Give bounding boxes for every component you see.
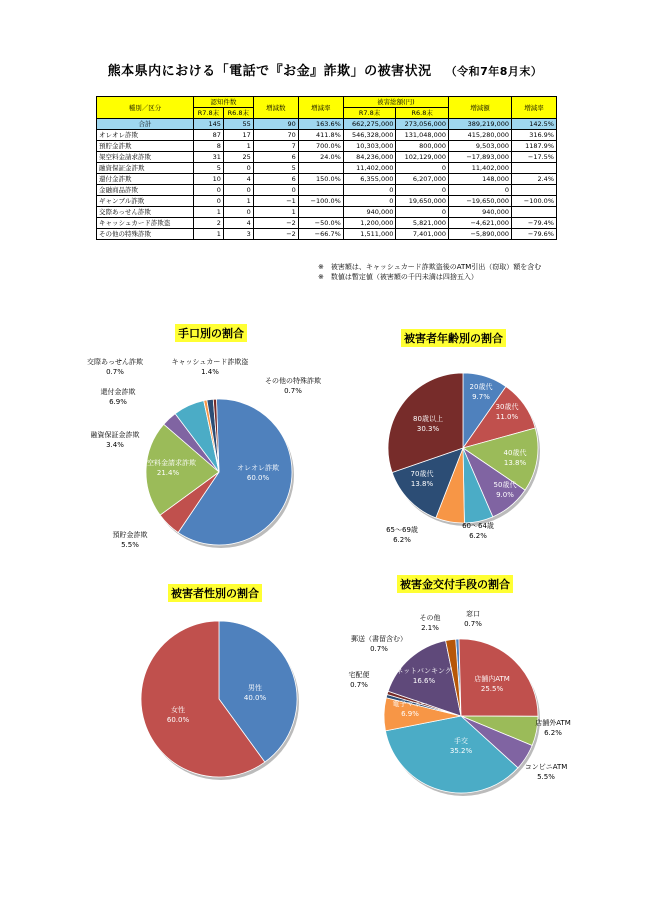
cell-ddiff: −5,890,000 xyxy=(449,229,512,240)
slice-label-name: 40歳代 xyxy=(503,449,527,457)
cell-name: オレオレ詐欺 xyxy=(97,130,194,141)
cell-c7: 145 xyxy=(194,119,224,130)
cell-c6: 17 xyxy=(223,130,253,141)
cell-ddiff: 0 xyxy=(449,185,512,196)
cell-drate: 1187.9% xyxy=(512,141,557,152)
slice-label-pct: 6.9% xyxy=(109,398,127,406)
cell-diff: 6 xyxy=(253,174,298,185)
slice-label xyxy=(101,387,136,406)
slice-label-pct: 5.5% xyxy=(537,773,555,781)
slice-label-name: オレオレ詐欺 xyxy=(237,464,279,472)
cell-d6: 273,056,000 xyxy=(396,119,449,130)
header-damage: 被害総額(円) xyxy=(343,97,448,108)
header-cases: 認知件数 xyxy=(194,97,254,108)
cell-c7: 0 xyxy=(194,196,224,207)
cell-rate: 24.0% xyxy=(298,152,343,163)
slice-label-pct: 60.0% xyxy=(166,716,190,724)
slice-label-pct: 30.3% xyxy=(416,425,440,433)
slice-label-pct: 5.5% xyxy=(121,541,139,549)
slice-label-name: 20歳代 xyxy=(469,383,493,391)
cell-d7: 84,236,000 xyxy=(343,152,396,163)
cell-c6: 1 xyxy=(223,196,253,207)
cell-drate: −79.4% xyxy=(512,218,557,229)
slice-label-name: 店舗外ATM xyxy=(535,719,571,727)
cell-d7: 1,511,000 xyxy=(343,229,396,240)
slice-label-name: 店舗内ATM xyxy=(474,675,510,683)
cell-d6: 6,207,000 xyxy=(396,174,449,185)
slice-label xyxy=(87,357,143,376)
cell-diff: 70 xyxy=(253,130,298,141)
cell-diff: 1 xyxy=(253,207,298,218)
slice-label-name: 30歳代 xyxy=(495,403,519,411)
note-1: ※ 被害額は、キャッシュカード詐欺盗後のATM引出（窃取）額を含む xyxy=(318,263,542,271)
cell-ddiff: 9,503,000 xyxy=(449,141,512,152)
cell-diff: 0 xyxy=(253,185,298,196)
note-2: ※ 数値は暫定値（被害額の千円未満は四捨五入） xyxy=(318,273,478,281)
cell-d6: 7,401,000 xyxy=(396,229,449,240)
cell-rate: 150.0% xyxy=(298,174,343,185)
cell-drate: 142.5% xyxy=(512,119,557,130)
cell-c6: 4 xyxy=(223,174,253,185)
slice-label xyxy=(420,613,441,632)
cell-rate: −100.0% xyxy=(298,196,343,207)
cell-c6: 25 xyxy=(223,152,253,163)
pie-gender xyxy=(141,621,299,780)
slice-label xyxy=(172,357,249,376)
chart-1-title: 手口別の割合 xyxy=(175,324,247,342)
cell-rate: 411.8% xyxy=(298,130,343,141)
cell-name: 還付金詐欺 xyxy=(97,174,194,185)
slice-label xyxy=(525,763,568,781)
cell-rate: 163.6% xyxy=(298,119,343,130)
slice-label-pct: 6.2% xyxy=(469,532,487,540)
cell-c7: 8 xyxy=(194,141,224,152)
pie-method xyxy=(87,357,321,549)
cell-diff: 90 xyxy=(253,119,298,130)
header-dr6: R6.8末 xyxy=(396,108,449,119)
cell-name: その他の特殊詐欺 xyxy=(97,229,194,240)
cell-d7: 10,303,000 xyxy=(343,141,396,152)
cell-d7: 940,000 xyxy=(343,207,396,218)
header-r6: R6.8末 xyxy=(223,108,253,119)
slice-label-pct: 21.4% xyxy=(156,469,180,477)
header-change-amount: 増減額 xyxy=(449,97,512,119)
cell-drate: −79.6% xyxy=(512,229,557,240)
cell-d6: 0 xyxy=(396,185,449,196)
slice-label-pct: 9.0% xyxy=(496,491,514,499)
cell-c6: 1 xyxy=(223,141,253,152)
cell-d7: 0 xyxy=(343,185,396,196)
cell-drate: −100.0% xyxy=(512,196,557,207)
header-change-amount-rate: 増減率 xyxy=(512,97,557,119)
slice-label-pct: 1.4% xyxy=(201,368,219,376)
slice-label-name: 80歳以上 xyxy=(413,415,443,423)
cell-c6: 0 xyxy=(223,207,253,218)
cell-name: 融資保証金詐欺 xyxy=(97,163,194,174)
slice-label-pct: 9.7% xyxy=(472,393,490,401)
slice-label xyxy=(351,634,407,653)
slice-label-name: その他 xyxy=(419,614,441,622)
slice-label-name: 女性 xyxy=(171,706,185,714)
cell-d7: 662,275,000 xyxy=(343,119,396,130)
cell-d7: 6,355,000 xyxy=(343,174,396,185)
slice-label xyxy=(464,609,482,628)
slice-label-name: 窓口 xyxy=(466,610,480,618)
slice-label-name: ネットバンキング xyxy=(396,667,452,675)
cell-ddiff: −17,893,000 xyxy=(449,152,512,163)
slice-label-pct: 6.2% xyxy=(544,729,562,737)
cell-ddiff: 389,219,000 xyxy=(449,119,512,130)
slice-label-name: 手交 xyxy=(454,737,468,745)
cell-c7: 31 xyxy=(194,152,224,163)
cell-diff: −1 xyxy=(253,196,298,207)
cell-d7: 546,328,000 xyxy=(343,130,396,141)
slice-label-pct: 0.7% xyxy=(464,620,482,628)
chart-4-title: 被害金交付手段の割合 xyxy=(397,575,513,593)
header-dr7: R7.8末 xyxy=(343,108,396,119)
page-subtitle: （令和7年8月末） xyxy=(445,65,543,78)
slice-label-name: 65～69歳 xyxy=(386,526,418,534)
cell-name: キャッシュカード詐欺盗 xyxy=(97,218,194,229)
slice-label-name: キャッシュカード詐欺盗 xyxy=(171,358,249,366)
cell-name: 架空料金請求詐欺 xyxy=(97,152,194,163)
cell-c6: 55 xyxy=(223,119,253,130)
cell-diff: 5 xyxy=(253,163,298,174)
slice-label-name: 預貯金詐欺 xyxy=(112,531,148,539)
cell-drate: 2.4% xyxy=(512,174,557,185)
cell-diff: 6 xyxy=(253,152,298,163)
chart-3-title: 被害者性別の割合 xyxy=(168,584,262,602)
slice-label-pct: 13.8% xyxy=(503,459,527,467)
slice-label-pct: 2.1% xyxy=(421,624,439,632)
cell-c6: 0 xyxy=(223,185,253,196)
cell-c7: 1 xyxy=(194,207,224,218)
slice-label-pct: 6.9% xyxy=(401,710,419,718)
cell-drate: −17.5% xyxy=(512,152,557,163)
slice-label-pct: 25.5% xyxy=(480,685,504,693)
slice-label-name: 70歳代 xyxy=(410,470,434,478)
cell-d7: 11,402,000 xyxy=(343,163,396,174)
slice-label xyxy=(265,376,321,395)
cell-name: ギャンブル詐欺 xyxy=(97,196,194,207)
cell-c7: 0 xyxy=(194,185,224,196)
slice-label-pct: 16.6% xyxy=(412,677,436,685)
slice-label-pct: 60.0% xyxy=(246,474,270,482)
slice-label-pct: 0.7% xyxy=(106,368,124,376)
cell-name: 合計 xyxy=(97,119,194,130)
slice-label-pct: 11.0% xyxy=(495,413,519,421)
cell-d6: 0 xyxy=(396,163,449,174)
cell-c6: 0 xyxy=(223,163,253,174)
cell-d6: 5,821,000 xyxy=(396,218,449,229)
slice-label-pct: 13.8% xyxy=(410,480,434,488)
cell-rate: −50.0% xyxy=(298,218,343,229)
slice-label xyxy=(535,718,571,737)
slice-label-pct: 40.0% xyxy=(243,694,267,702)
slice-label-name: コンビニATM xyxy=(524,763,568,771)
slice-label-name: 架空料金請求詐欺 xyxy=(140,459,196,467)
cell-ddiff: −4,621,000 xyxy=(449,218,512,229)
cell-d6: 131,048,000 xyxy=(396,130,449,141)
cell-name: 金融商品詐欺 xyxy=(97,185,194,196)
chart-2-title: 被害者年齢別の割合 xyxy=(401,329,506,347)
cell-d6: 102,129,000 xyxy=(396,152,449,163)
slice-label-name: 電子マネー xyxy=(392,700,428,708)
cell-ddiff: 148,000 xyxy=(449,174,512,185)
slice-label-pct: 35.2% xyxy=(449,747,473,755)
slice-label-name: 融資保証金詐欺 xyxy=(90,431,140,439)
cell-rate: −66.7% xyxy=(298,229,343,240)
cell-diff: −2 xyxy=(253,229,298,240)
cell-ddiff: 415,280,000 xyxy=(449,130,512,141)
header-change-count: 増減数 xyxy=(253,97,298,119)
slice-label xyxy=(113,530,148,549)
cell-c6: 3 xyxy=(223,229,253,240)
cell-d7: 1,200,000 xyxy=(343,218,396,229)
cell-ddiff: 940,000 xyxy=(449,207,512,218)
slice-label-name: 50歳代 xyxy=(493,481,517,489)
page-title-text: 熊本県内における「電話で『お金』詐欺」の被害状況 xyxy=(107,64,432,79)
slice-label xyxy=(91,430,140,449)
slice-label-pct: 0.7% xyxy=(284,387,302,395)
cell-d6: 800,000 xyxy=(396,141,449,152)
cell-name: 預貯金詐欺 xyxy=(97,141,194,152)
header-category: 種別／区分 xyxy=(97,97,194,119)
cell-ddiff: 11,402,000 xyxy=(449,163,512,174)
slice-label-name: 交際あっせん詐欺 xyxy=(87,358,143,366)
cell-rate: 700.0% xyxy=(298,141,343,152)
slice-label xyxy=(349,670,370,689)
slice-label-pct: 0.7% xyxy=(370,645,388,653)
slice-label-name: 郵送（書留含む） xyxy=(351,635,407,643)
slice-label-name: その他の特殊詐欺 xyxy=(265,377,321,385)
cell-name: 交際あっせん詐欺 xyxy=(97,207,194,218)
slice-label xyxy=(462,521,494,540)
cell-c7: 1 xyxy=(194,229,224,240)
cell-c7: 87 xyxy=(194,130,224,141)
slice-label-pct: 0.7% xyxy=(350,681,368,689)
cell-drate: 316.9% xyxy=(512,130,557,141)
cell-diff: 7 xyxy=(253,141,298,152)
cell-c7: 2 xyxy=(194,218,224,229)
slice-label-name: 宅配便 xyxy=(348,671,370,679)
cell-c7: 10 xyxy=(194,174,224,185)
slice-label-name: 60～64歳 xyxy=(462,522,494,530)
slice-label-name: 男性 xyxy=(248,684,262,692)
slice-label-name: 還付金詐欺 xyxy=(100,388,136,396)
slice-label-pct: 3.4% xyxy=(106,441,124,449)
cell-diff: −2 xyxy=(253,218,298,229)
cell-c6: 4 xyxy=(223,218,253,229)
header-r7: R7.8末 xyxy=(194,108,224,119)
cell-d6: 19,650,000 xyxy=(396,196,449,207)
pie-age xyxy=(386,373,540,544)
header-change-rate: 増減率 xyxy=(298,97,343,119)
slice-label xyxy=(386,525,418,544)
cell-d7: 0 xyxy=(343,196,396,207)
cell-ddiff: −19,650,000 xyxy=(449,196,512,207)
slice-label-pct: 6.2% xyxy=(393,536,411,544)
cell-c7: 5 xyxy=(194,163,224,174)
pie-payment xyxy=(349,609,571,796)
cell-d6: 0 xyxy=(396,207,449,218)
